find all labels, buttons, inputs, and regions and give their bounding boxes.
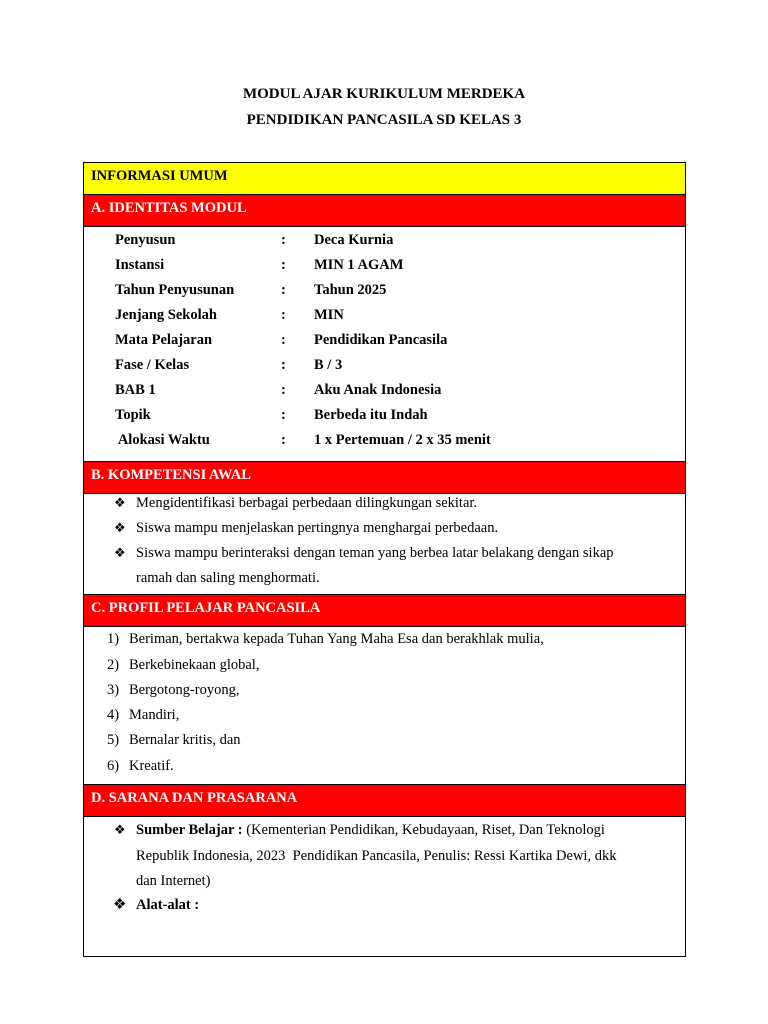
profil-section: [84, 627, 685, 785]
identitas-colon: :: [281, 332, 286, 348]
identitas-label: Topik: [115, 407, 151, 423]
identitas-label: BAB 1: [115, 382, 156, 398]
identitas-label: Tahun Penyusunan: [115, 282, 235, 298]
numbered-item: [84, 680, 684, 700]
identitas-value: MIN: [314, 307, 344, 323]
identitas-value: Tahun 2025: [314, 282, 387, 298]
diamond-bullet-icon: ❖: [114, 520, 126, 535]
item-number: 1): [107, 631, 120, 647]
item-text: Mandiri,: [129, 707, 180, 723]
identitas-value: MIN 1 AGAM: [314, 257, 404, 273]
item-text: Berkebinekaan global,: [129, 657, 260, 673]
identitas-colon: :: [281, 357, 286, 373]
identitas-label: Instansi: [115, 257, 165, 273]
identitas-colon: :: [281, 257, 286, 273]
identitas-row: [84, 355, 684, 375]
identitas-row: [84, 255, 684, 275]
identitas-row: [84, 230, 684, 250]
header-sarana-prasarana: D. SARANA DAN PRASARANA: [84, 785, 685, 817]
diamond-bullet-icon: ❖: [114, 545, 126, 560]
item-text: Beriman, bertakwa kepada Tuhan Yang Maha Esa dan berakhlak mulia,: [129, 631, 544, 647]
list-item: [84, 518, 684, 538]
list-item: [84, 543, 684, 563]
item-text: Kreatif.: [129, 758, 174, 774]
identitas-colon: :: [281, 432, 286, 448]
identitas-row: [84, 380, 684, 400]
list-item-text: ramah dan saling menghormati.: [136, 570, 320, 586]
numbered-item: [84, 705, 684, 725]
identitas-row: [84, 305, 684, 325]
module-table: [83, 162, 686, 957]
identitas-value: Berbeda itu Indah: [314, 407, 428, 423]
diamond-bullet-icon: ❖: [114, 822, 126, 837]
numbered-item: [84, 629, 684, 649]
identitas-value: 1 x Pertemuan / 2 x 35 menit: [314, 432, 491, 448]
document-subtitle: PENDIDIKAN PANCASILA SD KELAS 3: [246, 112, 522, 128]
identitas-row: [84, 330, 684, 350]
identitas-row: [84, 280, 684, 300]
document-title: MODUL AJAR KURIKULUM MERDEKA: [242, 86, 526, 102]
identitas-label: Penyusun: [115, 232, 176, 248]
identitas-label: Alokasi Waktu: [115, 432, 210, 448]
identitas-label: Fase / Kelas: [115, 357, 190, 373]
list-item-text: Siswa mampu menjelaskan pertingnya menghargai perbedaan.: [136, 520, 499, 536]
sumber-belajar-text: Republik Indonesia, 2023 Pendidikan Pancasila, Penulis: Ressi Kartika Dewi, dkk: [136, 848, 617, 864]
header-profil-pelajar: C. PROFIL PELAJAR PANCASILA: [84, 595, 685, 627]
list-item-text: Mengidentifikasi berbagai perbedaan dilingkungan sekitar.: [136, 495, 478, 511]
list-item-continuation: [84, 568, 684, 588]
numbered-item: [84, 655, 684, 675]
list-item: [84, 820, 684, 840]
identitas-value: Pendidikan Pancasila: [314, 332, 448, 348]
numbered-item: [84, 730, 684, 750]
list-item-text: Siswa mampu berinteraksi dengan teman yang berbea latar belakang dengan sikap: [136, 545, 614, 561]
alat-alat-label: Alat-alat :: [136, 897, 200, 913]
item-number: 2): [107, 657, 120, 673]
header-kompetensi-awal: B. KOMPETENSI AWAL: [84, 462, 685, 494]
identitas-colon: :: [281, 407, 286, 423]
identitas-colon: :: [281, 232, 286, 248]
identitas-colon: :: [281, 282, 286, 298]
sumber-belajar-text: dan Internet): [136, 873, 211, 889]
item-number: 4): [107, 707, 120, 723]
identitas-section: [84, 227, 685, 462]
identitas-value: Aku Anak Indonesia: [314, 382, 442, 398]
identitas-label: Mata Pelajaran: [115, 332, 213, 348]
identitas-row: [84, 405, 684, 425]
diamond-bullet-icon: ❖: [113, 897, 127, 913]
sumber-belajar-line: [136, 820, 605, 840]
item-number: 6): [107, 758, 120, 774]
identitas-value: Deca Kurnia: [314, 232, 394, 248]
header-identitas-modul: A. IDENTITAS MODUL: [84, 195, 685, 227]
item-number: 5): [107, 732, 120, 748]
identitas-value: B / 3: [314, 357, 343, 373]
identitas-row: [84, 430, 684, 450]
sumber-belajar-label: Sumber Belajar :: [136, 822, 243, 838]
list-item-continuation: [84, 846, 684, 866]
identitas-label: Jenjang Sekolah: [115, 307, 217, 323]
identitas-colon: :: [281, 382, 286, 398]
diamond-bullet-icon: ❖: [114, 495, 126, 510]
identitas-colon: :: [281, 307, 286, 323]
sarana-section: [84, 817, 685, 956]
list-item: [84, 493, 684, 513]
sumber-belajar-text: (Kementerian Pendidikan, Kebudayaan, Riset, Dan Teknologi: [242, 822, 605, 838]
list-item-continuation: [84, 871, 684, 891]
list-item: [84, 895, 684, 915]
item-text: Bernalar kritis, dan: [129, 732, 241, 748]
item-number: 3): [107, 682, 120, 698]
header-informasi-umum: INFORMASI UMUM: [84, 163, 685, 195]
numbered-item: [84, 756, 684, 776]
item-text: Bergotong-royong,: [129, 682, 240, 698]
kompetensi-section: [84, 494, 685, 595]
